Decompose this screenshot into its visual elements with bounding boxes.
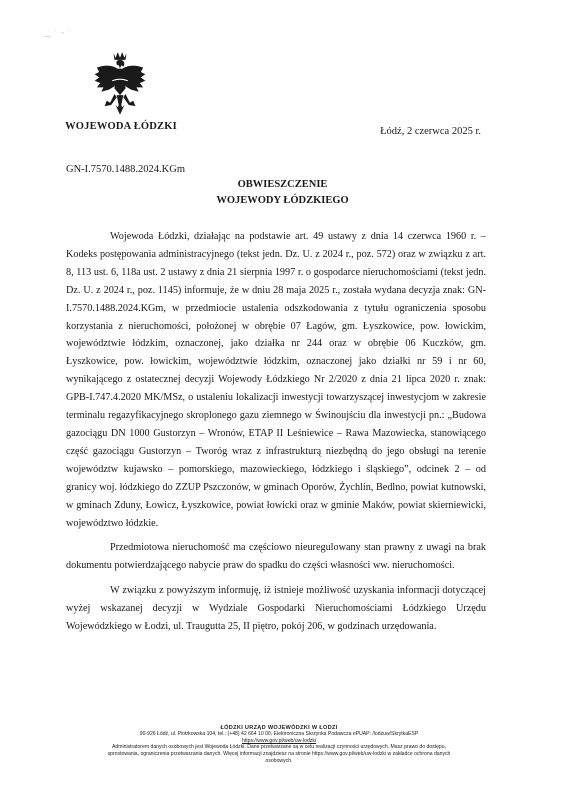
body-paragraph: W związku z powyższym informuję, iż istnieje możliwość uzyskania informacji dotyczącej wyżej wskazanej decyzji w Wydziale Gospodarki Nieruchomościami Łódzkiego Urzędu Wojewódzkiego w Łodzi, ul. Traugutta 25, II piętro, pokój 206, w godzinach urzędowania. — [66, 585, 486, 633]
notice-body — [66, 228, 486, 636]
footer-privacy-line: osobowych. — [265, 757, 293, 764]
notice-title: OBWIESZCZENIE — [237, 179, 328, 190]
document-date: Łódź, 2 czerwca 2025 r. — [380, 126, 481, 137]
footer-office-name: ŁÓDZKI URZĄD WOJEWÓDZKI W ŁODZI — [220, 725, 338, 731]
footer — [84, 725, 474, 765]
footer-privacy-line: sprostowania, ograniczenia przetwarzania danych. Więcej informacji znajdziesz na stronie https://www.gov.pl/web/uw-lodzki w zakładce ochrona danych — [107, 751, 451, 758]
body-paragraph: Przedmiotowa nieruchomość ma częściowo nieuregulowany stan prawny z uwagi na brak dokumentu potwierdzającego nabycie praw do spadku do części własności ww. nieruchomości. — [66, 542, 486, 572]
notice-subtitle: WOJEWODY ŁÓDZKIEGO — [216, 195, 349, 206]
footer-privacy-line: Administratorem danych osobowych jest Wojewoda Łódzki. Dane przetwarzane są w celu realizacji czynności urzędowych. Masz prawo do dostępu, — [112, 744, 446, 751]
body-paragraph: Wojewoda Łódzki, działając na podstawie art. 49 ustawy z dnia 14 czerwca 1960 r. – Kodeks postępowania administracyjnego (tekst jedn. Dz. U. z 2024 r., poz. 572) oraz w związku z art. 8, 113 ust. 6, 118a ust. 2 ustawy z dnia 21 sierpnia 1997 r. o gospodarce nieruchomościami (tekst jedn. Dz. U. z 2024 r., poz. 1145) informuje, że w dniu 28 maja 2025 r., została wydana decyzja znak: GN-I.7570.1488.2024.KGm, w przedmiocie ustalenia odszkodowania z tytułu ograniczenia sposobu korzystania z nieruchomości, położonej w obrębie 07 Łagów, gm. Łyszkowice, pow. łowickim, województwie łódzkim, oznaczonej, jako działka nr 244 oraz w obrębie 06 Kuczków, gm. Łyszkowice, pow. łowickim, województwie łódzkim, oznaczonej jako działki nr 59 i nr 60, wynikającego z ostatecznej decyzji Wojewody Łódzkiego Nr 2/2020 z dnia 21 lipca 2020 r. znak: GPB-I.747.4.2020 MK/MSz, o ustaleniu lokalizacji inwestycji towarzyszącej inwestycjom w zakresie terminalu regazyfikacyjnego skroplonego gazu ziemnego w Świnoujściu dla inwestycji pn.: „Budowa gazociągu DN 1000 Gustorzyn – Wronów, ETAP II Leśniewice – Rawa Mazowiecka, stanowiącego część gazociągu Gustorzyn – Tworóg wraz z infrastrukturą niezbędną do jego obsługi na terenie województw kujawsko – pomorskiego, mazowieckiego, łódzkiego i śląskiego”, odcinek 2 – od granicy woj. łódzkiego do ZZUP Pszczonów, w gminach Oporów, Żychlin, Bedlno, powiat kutnowski, w gminach Zduny, Łowicz, Łyszkowice, powiat łowicki oraz w gminie Maków, powiat skierniewicki, województwo łódzkie. — [66, 231, 486, 529]
office-name: WOJEWODA ŁÓDZKI — [65, 121, 177, 132]
eagle-emblem-icon — [92, 50, 148, 116]
footer-address: 90-926 Łódź, ul. Piotrkowska 104, tel.: (+48) 42 664 10 00, Elektroniczna Skrzynka Podawcza ePUAP: /lodzuw/SkrytkaESP — [139, 731, 419, 737]
reference-number: GN-I.7570.1488.2024.KGm — [66, 164, 185, 175]
footer-website-link[interactable]: https://www.gov.pl/web/uw-lodzki — [241, 737, 317, 744]
scan-mark: ‿ ˙ ‐ ˙ — [44, 28, 72, 37]
